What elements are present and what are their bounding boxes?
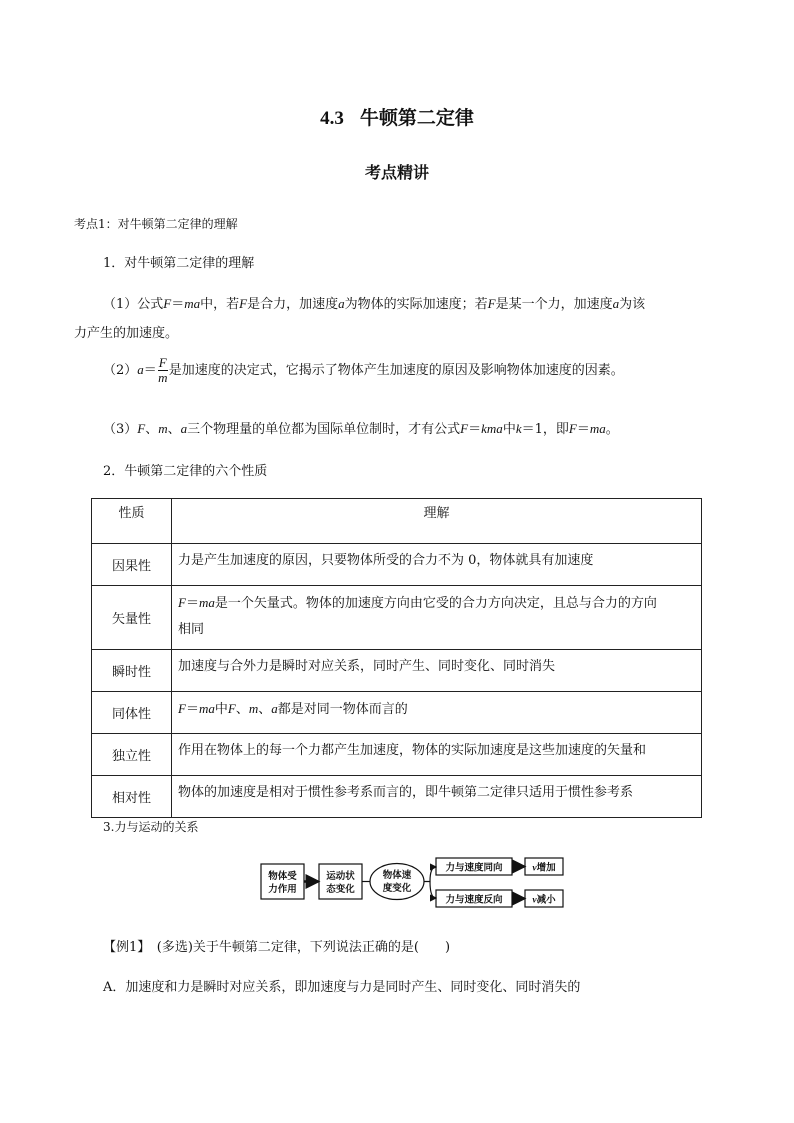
example-question: (多选)关于牛顿第二定律，下列说法正确的是( ) xyxy=(143,940,451,955)
box-opposite-direction-label: 力与速度反向 xyxy=(445,894,503,906)
page-title xyxy=(0,103,794,130)
property-name: 矢量性 xyxy=(92,586,172,650)
table-row xyxy=(92,692,702,734)
property-name: 瞬时性 xyxy=(92,650,172,692)
ellipse-line1: 物体速 xyxy=(382,870,412,881)
property-name: 独立性 xyxy=(92,734,172,776)
title-text: 牛顿第二定律 xyxy=(359,107,474,129)
box-same-direction-label: 力与速度同向 xyxy=(445,862,503,874)
sec3-heading: 3.力与运动的关系 xyxy=(103,820,199,834)
box-decrease-label: v减小 xyxy=(532,894,556,906)
box-increase-label: v增加 xyxy=(532,862,556,874)
property-desc: 加速度与合外力是瞬时对应关系，同时产生、同时变化、同时消失 xyxy=(172,650,702,692)
property-desc: 物体的加速度是相对于惯性参考系而言的，即牛顿第二定律只适用于惯性参考系 xyxy=(172,776,702,818)
section-number: 4.3 xyxy=(320,108,344,129)
branch-down xyxy=(430,882,436,899)
kaodian-label: 考点1：对牛顿第二定律的理解 xyxy=(74,217,238,231)
ellipse-velocity-change xyxy=(370,864,424,900)
box-force-line1: 物体受 xyxy=(268,871,297,882)
table-row xyxy=(92,776,702,818)
option-a: A．加速度和力是瞬时对应关系，即加速度与力是同时产生、同时变化、同时消失的 xyxy=(103,980,581,995)
property-name: 因果性 xyxy=(92,544,172,586)
property-desc: F＝ma是一个矢量式。物体的加速度方向由它受的合力方向决定，且总与合力的方向 相同 xyxy=(172,586,702,650)
box-force-line2: 力作用 xyxy=(268,884,297,895)
table-header-property: 性质 xyxy=(92,499,172,544)
property-desc: 力是产生加速度的原因，只要物体所受的合力不为 0，物体就具有加速度 xyxy=(172,544,702,586)
table-header-understanding: 理解 xyxy=(172,499,702,544)
example-tag: 【例1】 xyxy=(103,940,144,955)
property-desc: 作用在物体上的每一个力都产生加速度，物体的实际加速度是这些加速度的矢量和 xyxy=(172,734,702,776)
properties-table xyxy=(91,498,702,818)
box-motion-line1: 运动状 xyxy=(326,871,355,882)
ellipse-line2: 度变化 xyxy=(382,883,412,894)
table-header-row xyxy=(92,499,702,544)
force-motion-diagram xyxy=(258,856,568,912)
property-desc: F＝ma中F、m、a都是对同一物体而言的 xyxy=(172,692,702,734)
example-1 xyxy=(103,936,450,955)
property-name: 相对性 xyxy=(92,776,172,818)
sec1-p3: （3）F、m、a三个物理量的单位都为国际单位制时，才有公式F＝kma中k＝1，即F＝ma。 xyxy=(103,421,619,437)
sec1-p1-line2: 力产生的加速度。 xyxy=(74,326,179,341)
fraction-f-over-m: $\frac{F}{m}$ xyxy=(158,355,168,385)
table-row xyxy=(92,650,702,692)
table-row xyxy=(92,734,702,776)
sec1-heading: 1．对牛顿第二定律的理解 xyxy=(103,256,255,271)
box-motion-line2: 态变化 xyxy=(326,884,355,895)
sec1-p1-line1: （1）公式F＝ma中，若F是合力，加速度a为物体的实际加速度；若F是某一个力，加速度a为该 xyxy=(103,296,646,312)
sec1-p2: （2）a＝ $\frac{F}{m}$ 是加速度的决定式，它揭示了物体产生加速度的原因及影响物体加速度的因素。 xyxy=(103,355,624,385)
branch-up xyxy=(424,867,436,882)
table-row xyxy=(92,586,702,650)
subtitle: 考点精讲 xyxy=(364,163,429,182)
sec2-heading: 2．牛顿第二定律的六个性质 xyxy=(103,464,268,479)
property-name: 同体性 xyxy=(92,692,172,734)
table-row xyxy=(92,544,702,586)
